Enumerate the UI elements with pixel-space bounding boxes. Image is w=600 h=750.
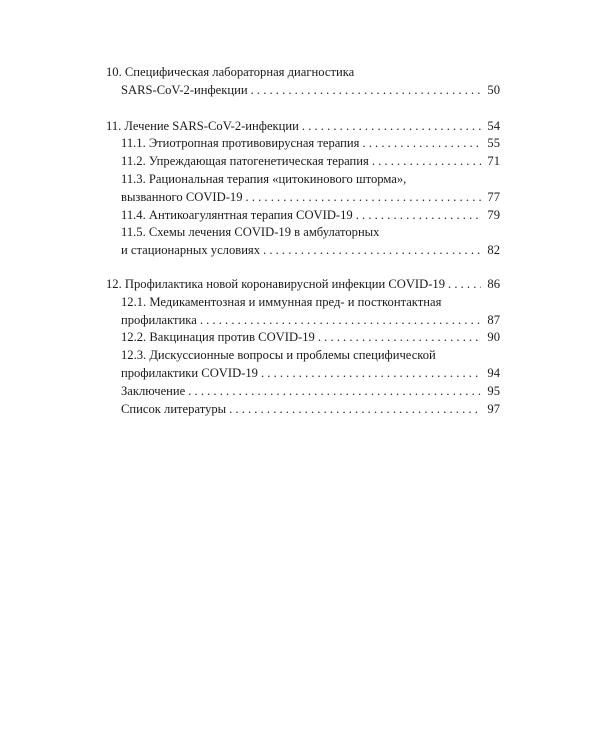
dot-leader [246,189,482,207]
toc-entry-11-4[interactable] [106,207,500,225]
dot-leader [261,365,481,383]
toc-entry-11-3[interactable] [106,189,500,207]
toc-page-number: 50 [487,82,500,97]
toc-page-number: 82 [487,243,500,258]
toc-entry-10-line2: SARS-CoV-2-инфекции [121,82,248,97]
toc-entry-title: 11. Лечение SARS-CoV-2-инфекции [106,118,299,133]
toc-entry-title: 11.1. Этиотропная противовирусная терапия [121,136,360,151]
spacer [106,100,500,118]
toc-entry-12-1-line1: 12.1. Медикаментозная и иммунная пред- и постконтактная [121,294,442,309]
toc-entry-11-2[interactable] [106,153,500,171]
toc-page-number: 71 [487,154,500,169]
toc-entry-title: профилактики COVID-19 [121,365,258,380]
toc-page-number: 95 [487,383,500,398]
toc-page-number: 77 [487,189,500,204]
toc-entry-11[interactable] [106,118,500,136]
dot-leader [362,135,481,153]
dot-leader [263,242,481,260]
toc-entry-title: вызванного COVID-19 [121,189,243,204]
dot-leader [372,153,481,171]
dot-leader [448,276,481,294]
toc-entry-10[interactable] [106,82,500,100]
toc-page-number: 94 [487,365,500,380]
dot-leader [251,82,481,100]
toc-entry-12[interactable] [106,276,500,294]
toc-entry-title: профилактика [121,312,197,327]
toc-entry-12-3-line1: 12.3. Дискуссионные вопросы и проблемы специфической [121,348,436,363]
dot-leader [200,312,481,330]
dot-leader [229,401,481,419]
toc-entry-11-5-line1: 11.5. Схемы лечения COVID-19 в амбулаторных [121,225,380,240]
toc-page-number: 87 [487,312,500,327]
toc-page-number: 97 [487,401,500,416]
toc-page-number: 54 [487,118,500,133]
toc-entry-title: Список литературы [121,401,227,416]
toc-entry-11-3-line1: 11.3. Рациональная терапия «цитокинового шторма», [121,171,407,186]
toc-entry-conclusion[interactable] [106,383,500,401]
toc-page-number: 86 [487,276,500,291]
toc-entry-title: 11.2. Упреждающая патогенетическая терапия [121,154,369,169]
toc-page-number: 55 [487,136,500,151]
toc-page-number: 90 [487,330,500,345]
toc-entry-title: 11.4. Антикоагулянтная терапия COVID-19 [121,207,353,222]
toc-entry-12-1[interactable] [106,312,500,330]
spacer [106,260,500,276]
toc-page-number: 79 [487,207,500,222]
toc-entry-11-1[interactable] [106,135,500,153]
toc-entry-title: и стационарных условиях [121,243,261,258]
dot-leader [188,383,481,401]
toc-entry-12-3[interactable] [106,365,500,383]
toc-entry-references[interactable] [106,401,500,419]
table-of-contents [106,64,500,418]
dot-leader [356,207,481,225]
dot-leader [318,329,481,347]
toc-entry-title: 12.2. Вакцинация против COVID-19 [121,330,315,345]
dot-leader [302,118,481,136]
toc-entry-10-line1: 10. Специфическая лабораторная диагностика [106,65,355,79]
toc-entry-title: Заключение [121,383,186,398]
toc-entry-12-2[interactable] [106,329,500,347]
toc-entry-11-5[interactable] [106,242,500,260]
toc-entry-title: 12. Профилактика новой коронавирусной инфекции COVID-19 [106,276,446,291]
